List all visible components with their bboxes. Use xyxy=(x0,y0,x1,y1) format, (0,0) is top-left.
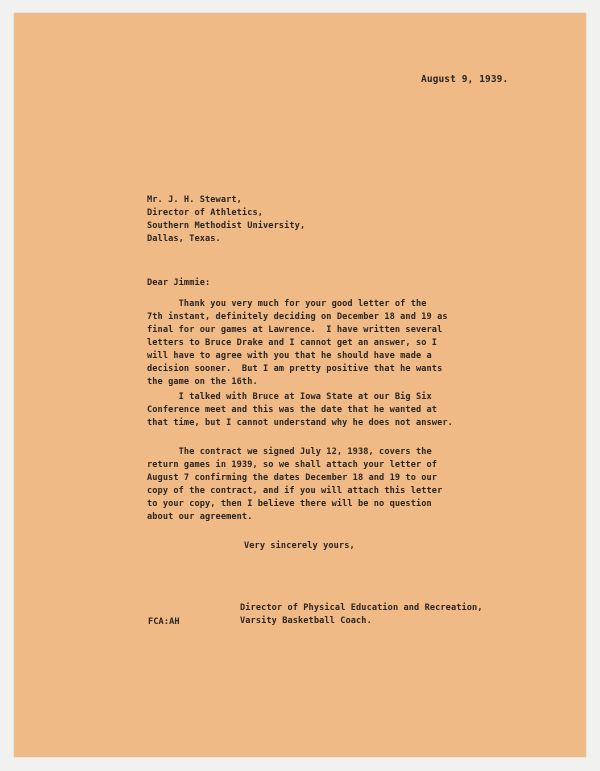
paragraph-line: letters to Bruce Drake and I cannot get an answer, so I xyxy=(147,338,438,348)
salutation: Dear Jimmie: xyxy=(147,278,211,288)
signature-line: Varsity Basketball Coach. xyxy=(240,616,372,626)
recipient-line: Dallas, Texas. xyxy=(147,234,221,244)
paragraph-line: final for our games at Lawrence. I have written several xyxy=(147,325,443,335)
paragraph-line: 7th instant, definitely deciding on December 18 and 19 as xyxy=(147,312,448,322)
body-paragraph-2 xyxy=(147,391,527,430)
letter-date: August 9, 1939. xyxy=(421,74,509,85)
paragraph-line: about our agreement. xyxy=(147,512,253,522)
paragraph-line: decision sooner. But I am pretty positive that he wants xyxy=(147,364,443,374)
paragraph-line: Thank you very much for your good letter of the xyxy=(147,299,427,309)
paragraph-line: Conference meet and this was the date that he wanted at xyxy=(147,405,438,415)
recipient-line: Director of Athletics, xyxy=(147,208,264,218)
paragraph-line: to your copy, then I believe there will be no question xyxy=(147,499,432,509)
paragraph-line: The contract we signed July 12, 1938, covers the xyxy=(147,447,432,457)
typist-initials: FCA:AH xyxy=(148,617,180,627)
paragraph-line: copy of the contract, and if you will attach this letter xyxy=(147,486,443,496)
recipient-line: Mr. J. H. Stewart, xyxy=(147,195,242,205)
paragraph-line: will have to agree with you that he should have made a xyxy=(147,351,432,361)
closing: Very sincerely yours, xyxy=(244,541,355,551)
signature-line: Director of Physical Education and Recreation, xyxy=(240,603,483,613)
paragraph-line: return games in 1939, so we shall attach your letter of xyxy=(147,460,438,470)
recipient-line: Southern Methodist University, xyxy=(147,221,306,231)
letter-page xyxy=(14,13,586,757)
body-paragraph-1 xyxy=(147,298,527,389)
signature-block xyxy=(240,602,483,628)
paragraph-line: the game on the 16th. xyxy=(147,377,258,387)
paragraph-line: August 7 confirming the dates December 18 and 19 to our xyxy=(147,473,438,483)
recipient-address xyxy=(147,194,305,246)
paragraph-line: I talked with Bruce at Iowa State at our Big Six xyxy=(147,392,432,402)
body-paragraph-3 xyxy=(147,446,527,524)
paragraph-line: that time, but I cannot understand why he does not answer. xyxy=(147,418,453,428)
